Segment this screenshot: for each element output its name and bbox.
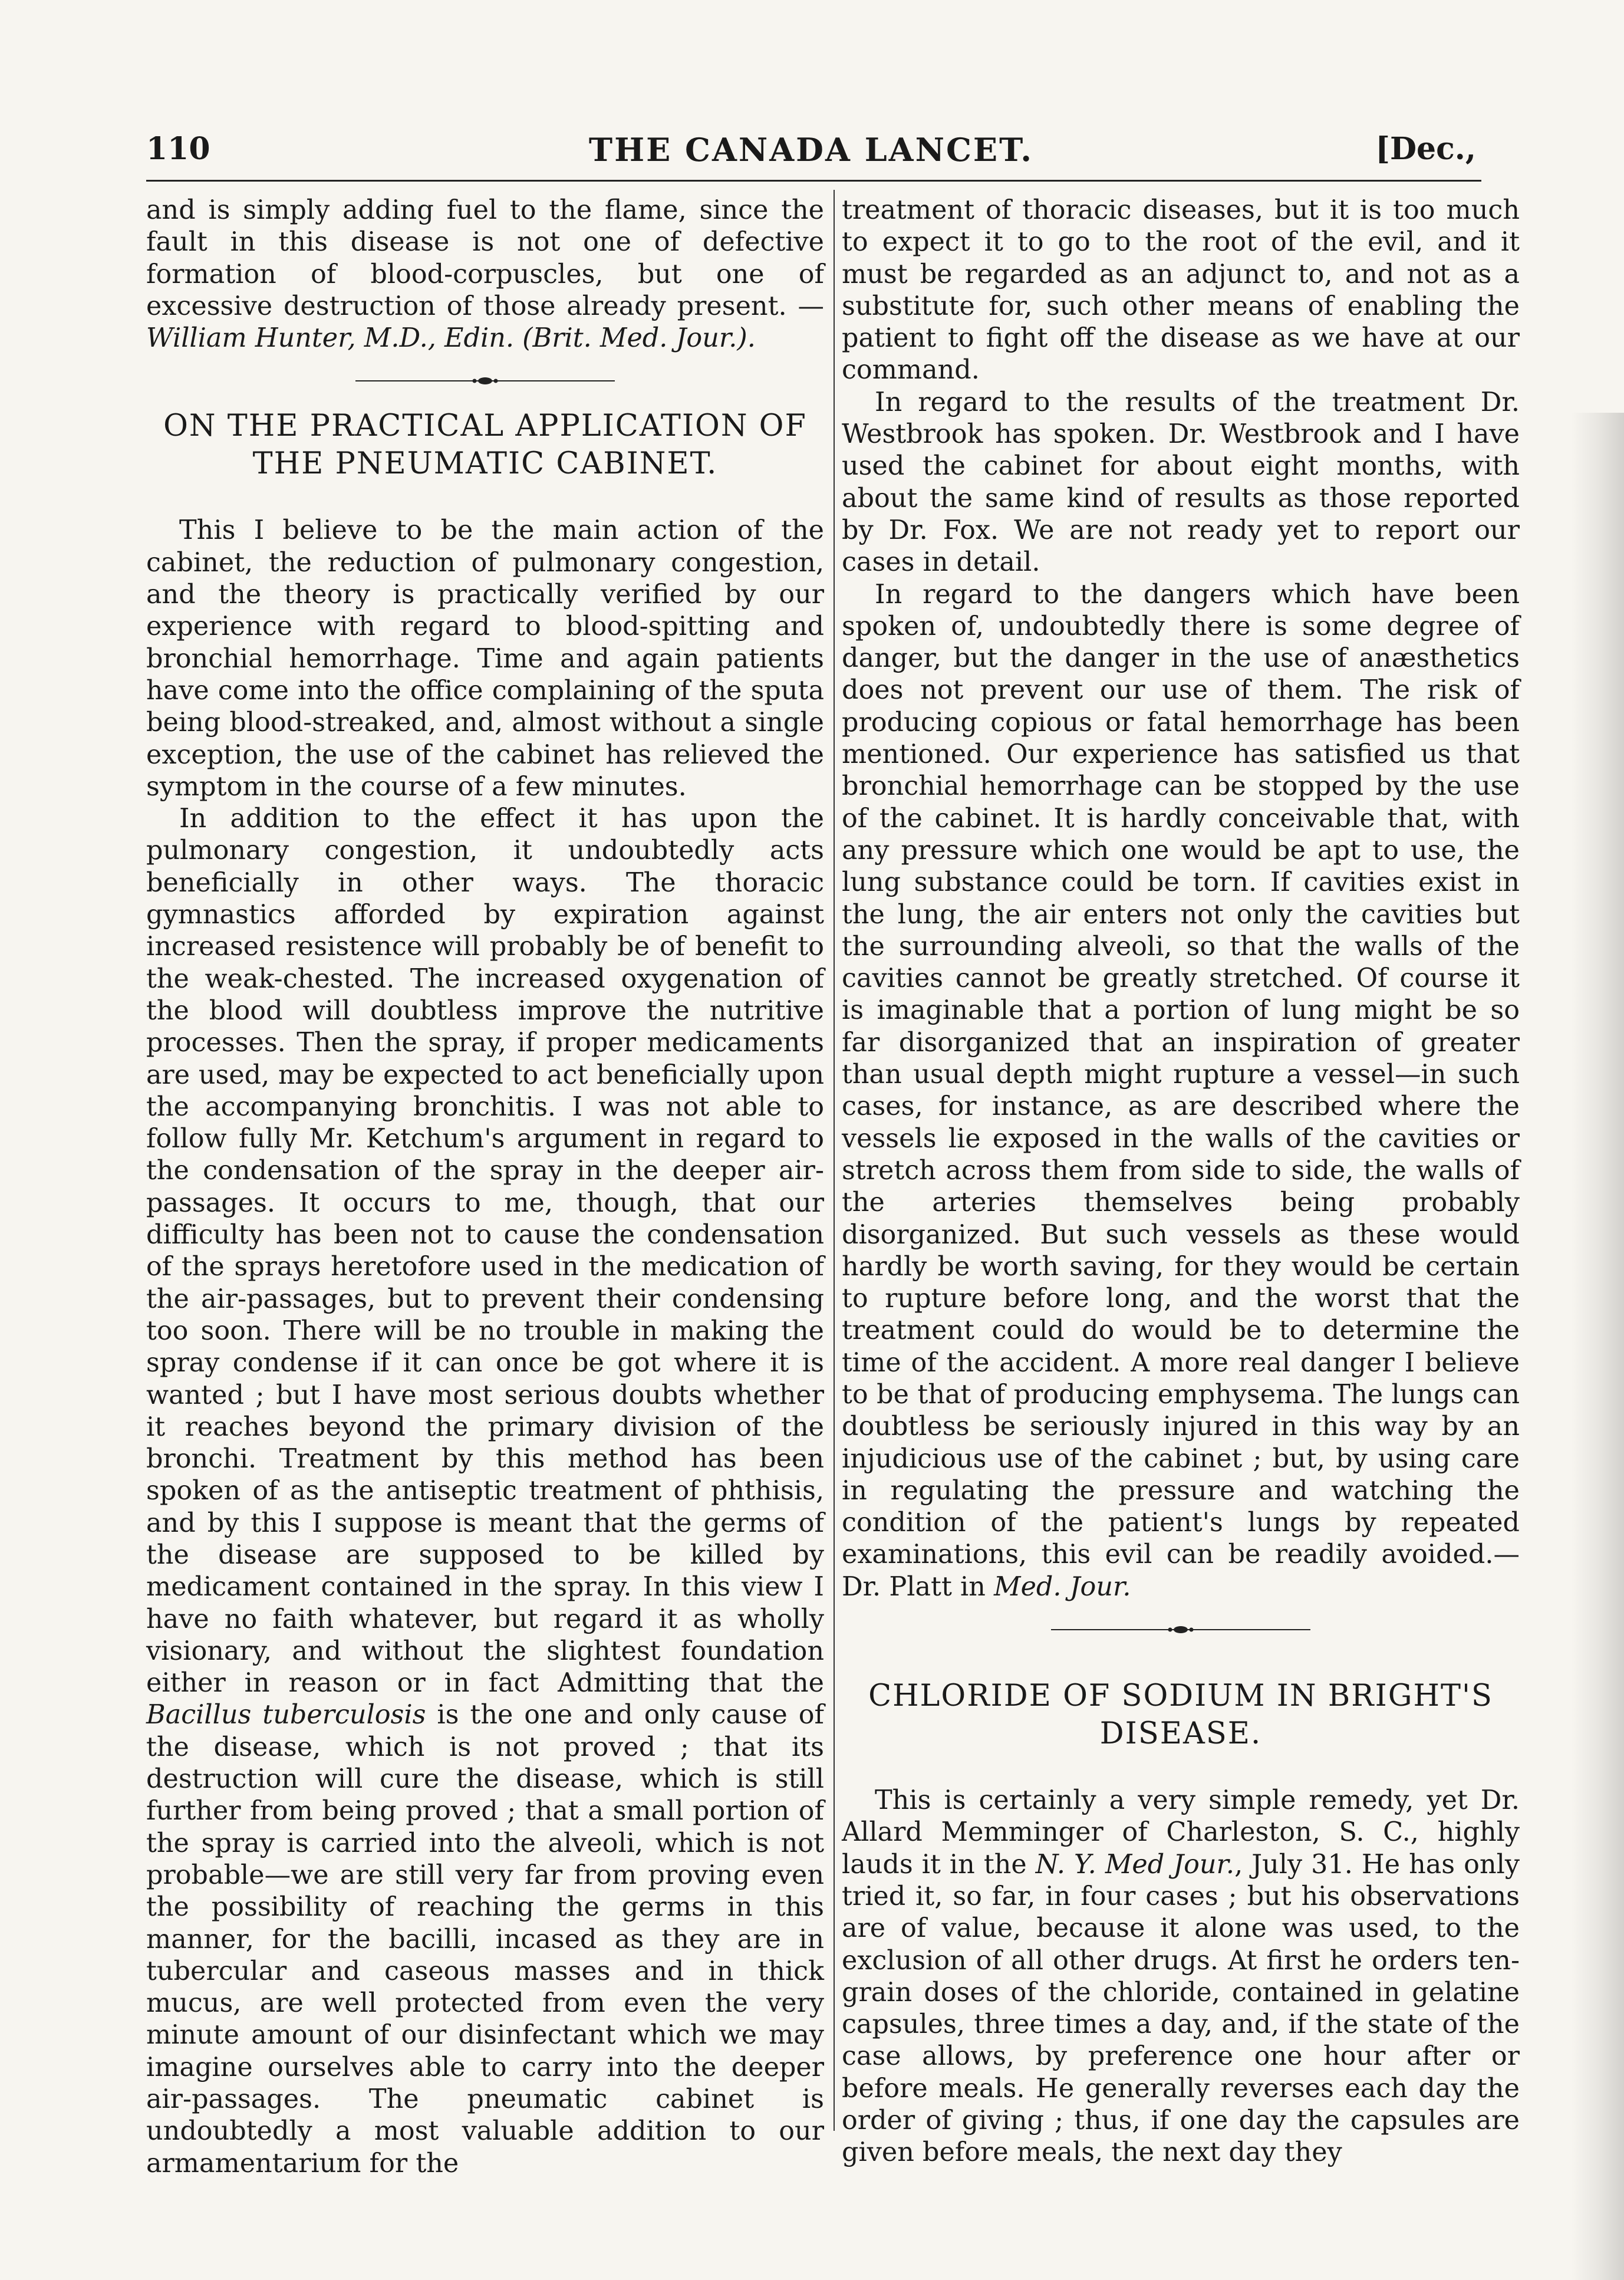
header-rule xyxy=(146,180,1481,182)
article-paragraph xyxy=(842,1785,1520,2169)
left-column xyxy=(146,195,824,2180)
paragraph-text: In regard to the dangers which have been spoken of, undoubtedly there is some degree of danger, but the danger in the use of anæsthetics does not prevent our use of them. The risk of producing copious or fatal hemorrhage has been mentioned. Our experience has satisfied us that bronchial hemorrhage can be stopped by the use of the cabinet. It is hardly conceivable that, with any pressure which one would be apt to use, the lung substance could be torn. If cavities exist in the lung, the air enters not only the cavities but the surrounding alveoli, so that the walls of the cavities cannot be greatly stretched. Of course it is imaginable that a portion of lung might be so far disorganized that an inspiration of greater than usual depth might rupture a vessel—in such cases, for instance, as are described where the vessels lie exposed in the walls of the cavities or stretch across them from side to side, the walls of the arteries themselves being probably disorganized. But such vessels as these would hardly be worth saving, for they would be certain to rupture before long, and the worst that the treatment could do would be to determine the time of the accident. A more real danger I believe to be that of producing emphysema. The lungs can doubtless be seriously injured in this way by an injudicious use of the cabinet ; but, by using care in regulating the pressure and watching the condition of the patient's lungs by repeated examinations, this evil can be readily avoided.—Dr. Platt in xyxy=(842,579,1520,1602)
article-paragraph: This I believe to be the main action of the cabinet, the reduction of pulmonary congestion, and the theory is practically verified by our experience with regard to blood-spitting and bronchial hemorrhage. Time and again patients have come into the office complaining of the sputa being blood-streaked, and, almost without a single exception, the use of the cabinet has relieved the symptom in the course of a few minutes. xyxy=(146,515,824,802)
ornament-rule-icon xyxy=(355,375,615,387)
section-ornament xyxy=(146,354,824,407)
intro-text: and is simply adding fuel to the flame, since the fault in this disease is not one of defective formation of blood-corpuscles, but one of excessive destruction of those already present. — xyxy=(146,195,824,321)
source-citation: Med. Jour. xyxy=(994,1571,1131,1602)
journal-citation: N. Y. Med Jour. xyxy=(1035,1849,1235,1880)
intro-attribution: William Hunter, M.D., Edin. (Brit. Med. Jour.). xyxy=(146,323,756,354)
article-paragraph xyxy=(842,579,1520,1604)
italic-term: Bacillus tuberculosis xyxy=(146,1700,426,1730)
paragraph-text: is the one and only cause of the disease, which is not proved ; that its destruction will cure the disease, which is still further from being proved ; that a small portion of the spray is carried into the alveoli, which is not probable—we are still very far from proving even the possibility of reaching the germs in this manner, for the bacilli, incased as they are in tubercular and caseous masses and in thick mucus, are well protected from even the very minute amount of our disinfectant which we may imagine ourselves able to carry into the deeper air-passages. The pneumatic cabinet is undoubtedly a most valuable addition to our armamentarium for the xyxy=(146,1700,825,2179)
column-divider xyxy=(834,190,835,2131)
running-header xyxy=(146,131,1476,172)
article-title-chloride-of-sodium: CHLORIDE OF SODIUM IN BRIGHT'S DISEASE. xyxy=(868,1679,1493,1752)
paragraph-text: This is certainly a very simple remedy, yet Dr. Allard Memminger of Charleston, S. C., highly lauds it in the xyxy=(842,1785,1520,1880)
page-edge-shadow xyxy=(1571,413,1624,2280)
section-ornament xyxy=(842,1603,1520,1656)
intro-paragraph xyxy=(146,195,824,354)
article-title-pneumatic-cabinet: ON THE PRACTICAL APPLICATION OF THE PNEUMATIC CABINET. xyxy=(163,409,807,482)
page-number: 110 xyxy=(146,131,210,167)
article-paragraph xyxy=(146,803,824,2180)
right-column xyxy=(842,195,1520,2169)
article-paragraph: In regard to the results of the treatment Dr. Westbrook has spoken. Dr. Westbrook and I have used the cabinet for about eight months, with about the same kind of results as those reported by Dr. Fox. We are not ready yet to report our cases in detail. xyxy=(842,387,1520,578)
paragraph-text: , July 31. He has only tried it, so far, in four cases ; but his observations are of value, because it alone was used, to the exclusion of all other drugs. At first he orders ten-grain doses of the chloride, contained in gelatine capsules, three times a day, and, if the state of the case allows, by preference one hour after or before meals. He generally reverses each day the order of giving ; thus, if one day the capsules are given before meals, the next day they xyxy=(842,1849,1520,2168)
ornament-rule-icon xyxy=(1051,1624,1310,1636)
article-paragraph: treatment of thoracic diseases, but it is too much to expect it to go to the root of the evil, and it must be regarded as an adjunct to, and not as a substitute for, such other means of enabling the patient to fight off the disease as we have at our command. xyxy=(842,195,1520,386)
paragraph-text: In addition to the effect it has upon the pulmonary congestion, it undoubtedly acts beneficially in other ways. The thoracic gymnastics afforded by expiration against increased resistence will probably be of benefit to the weak-chested. The increased oxygenation of the blood will doubtless improve the nutritive processes. Then the spray, if proper medicaments are used, may be expected to act beneficially upon the accompanying bronchitis. I was not able to follow fully Mr. Ketchum's argument in regard to the condensation of the spray in the deeper air-passages. It occurs to me, though, that our difficulty has been not to cause the condensation of the sprays heretofore used in the medication of the air-passages, but to prevent their condensing too soon. There will be no trouble in making the spray condense if it can once be got where it is wanted ; but I have most serious doubts whether it reaches beyond the primary division of the bronchi. Treatment by this method has been spoken of as the antiseptic treatment of phthisis, and by this I suppose is meant that the germs of the disease are supposed to be killed by medicament contained in the spray. In this view I have no faith whatever, but regard it as wholly visionary, and without the slightest foundation either in reason or in fact Admitting that the xyxy=(146,804,824,1699)
journal-title: THE CANADA LANCET. xyxy=(588,131,1034,169)
header-month: [Dec., xyxy=(1375,131,1476,167)
